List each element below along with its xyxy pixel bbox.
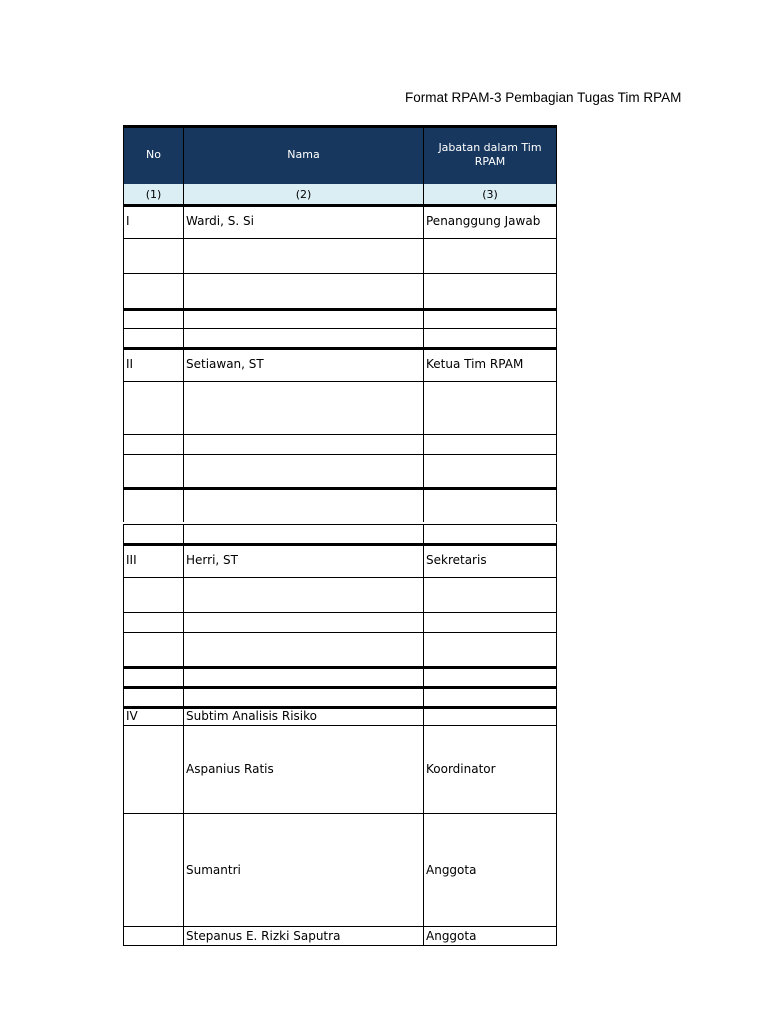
row-no: IV	[123, 706, 184, 725]
row-no: III	[123, 543, 184, 577]
table-header-row	[123, 125, 557, 184]
row-jabatan: Anggota	[424, 813, 557, 926]
row-no	[123, 632, 184, 666]
row-nama	[184, 308, 424, 328]
row-no	[123, 686, 184, 706]
row-border	[123, 204, 557, 207]
row-border	[123, 381, 557, 382]
table-row	[123, 454, 557, 487]
table-row	[123, 308, 557, 328]
row-nama	[184, 577, 424, 612]
row-no	[123, 926, 184, 946]
row-nama: Aspanius Ratis	[184, 725, 424, 813]
row-no	[123, 612, 184, 632]
row-jabatan: Penanggung Jawab	[424, 204, 557, 238]
table-row	[123, 632, 557, 666]
table-row	[123, 381, 557, 434]
table-row	[123, 328, 557, 347]
table-row	[123, 347, 557, 381]
table-row	[123, 273, 557, 308]
row-nama	[184, 666, 424, 686]
row-border	[123, 666, 557, 669]
row-jabatan	[424, 487, 557, 522]
row-border	[123, 813, 557, 814]
row-border	[123, 725, 557, 726]
table-bottom-border	[123, 945, 557, 946]
row-no: I	[123, 204, 184, 238]
row-nama	[184, 328, 424, 347]
row-border	[123, 347, 557, 350]
row-jabatan	[424, 273, 557, 308]
row-nama: Setiawan, ST	[184, 347, 424, 381]
table-row	[123, 524, 557, 543]
row-border	[123, 454, 557, 455]
table-row	[123, 434, 557, 454]
row-jabatan	[424, 308, 557, 328]
row-nama	[184, 612, 424, 632]
row-border	[123, 632, 557, 633]
row-no: II	[123, 347, 184, 381]
row-border	[123, 273, 557, 274]
row-border	[123, 543, 557, 546]
row-border	[123, 612, 557, 613]
row-no	[123, 487, 184, 522]
row-jabatan	[424, 632, 557, 666]
table-row	[123, 725, 557, 813]
row-jabatan	[424, 612, 557, 632]
row-border	[123, 238, 557, 239]
row-border	[123, 524, 557, 525]
row-nama	[184, 524, 424, 543]
table-row	[123, 686, 557, 706]
row-no	[123, 725, 184, 813]
table-row	[123, 487, 557, 522]
row-nama: Stepanus E. Rizki Saputra	[184, 926, 424, 946]
row-no	[123, 238, 184, 273]
row-nama	[184, 238, 424, 273]
row-jabatan	[424, 666, 557, 686]
row-no	[123, 273, 184, 308]
row-jabatan	[424, 434, 557, 454]
row-border	[123, 686, 557, 689]
row-border	[123, 434, 557, 435]
row-no	[123, 454, 184, 487]
row-border	[123, 487, 557, 490]
row-jabatan: Ketua Tim RPAM	[424, 347, 557, 381]
row-border	[123, 926, 557, 927]
row-border	[123, 577, 557, 578]
header-jabatan: Jabatan dalam Tim RPAM	[424, 125, 557, 184]
row-no	[123, 524, 184, 543]
row-no	[123, 381, 184, 434]
row-nama	[184, 487, 424, 522]
row-nama	[184, 454, 424, 487]
row-nama	[184, 381, 424, 434]
column-number-3: (3)	[424, 184, 557, 204]
table-row	[123, 238, 557, 273]
table-row	[123, 612, 557, 632]
table-row	[123, 577, 557, 612]
row-no	[123, 308, 184, 328]
table-row	[123, 926, 557, 946]
row-border	[123, 328, 557, 329]
row-no	[123, 434, 184, 454]
row-nama	[184, 273, 424, 308]
row-jabatan: Sekretaris	[424, 543, 557, 577]
row-nama: Herri, ST	[184, 543, 424, 577]
row-jabatan	[424, 328, 557, 347]
header-nama: Nama	[184, 125, 424, 184]
row-nama	[184, 686, 424, 706]
table-row	[123, 204, 557, 238]
table-row	[123, 813, 557, 926]
row-jabatan	[424, 454, 557, 487]
row-no	[123, 666, 184, 686]
row-no	[123, 328, 184, 347]
row-border	[123, 706, 557, 709]
document-title: Format RPAM-3 Pembagian Tugas Tim RPAM	[405, 90, 682, 105]
row-jabatan	[424, 686, 557, 706]
column-number-2: (2)	[184, 184, 424, 204]
row-jabatan	[424, 238, 557, 273]
column-number-1: (1)	[123, 184, 184, 204]
row-jabatan	[424, 381, 557, 434]
table-row	[123, 543, 557, 577]
row-jabatan	[424, 577, 557, 612]
row-jabatan: Koordinator	[424, 725, 557, 813]
row-nama: Wardi, S. Si	[184, 204, 424, 238]
row-no	[123, 577, 184, 612]
column-number-row	[123, 184, 557, 204]
table-top-border	[123, 125, 557, 128]
row-nama	[184, 434, 424, 454]
row-border	[123, 308, 557, 311]
row-nama	[184, 632, 424, 666]
row-no	[123, 813, 184, 926]
header-no: No	[123, 125, 184, 184]
row-jabatan: Anggota	[424, 926, 557, 946]
row-nama: Subtim Analisis Risiko	[184, 706, 424, 725]
row-jabatan	[424, 524, 557, 543]
table-row	[123, 666, 557, 686]
row-nama: Sumantri	[184, 813, 424, 926]
